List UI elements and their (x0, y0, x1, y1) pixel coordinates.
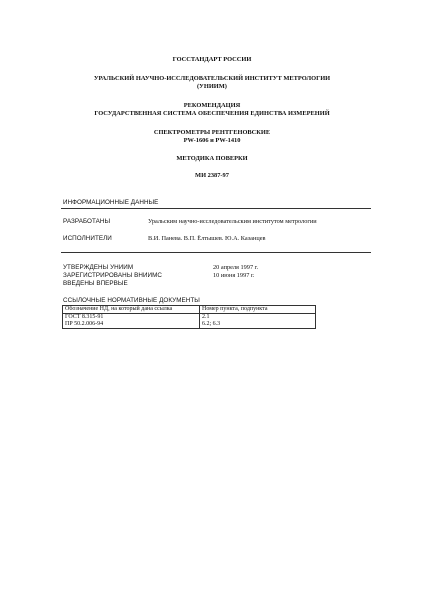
registered-date: 10 июня 1997 г. (213, 272, 255, 279)
introduced-label: ВВЕДЕНЫ ВПЕРВЫЕ (63, 280, 128, 287)
registered-label: ЗАРЕГИСТРИРОВАНЫ ВНИИМС (63, 272, 163, 279)
ref-doc-cell: ПР 50.2.006-94 (63, 321, 200, 329)
institute-name: УРАЛЬСКИЙ НАУЧНО-ИССЛЕДОВАТЕЛЬСКИЙ ИНСТИТУТ МЕТРОЛОГИИ (93, 75, 331, 82)
table-row (63, 314, 316, 322)
info-title: ИНФОРМАЦИОННЫЕ ДАННЫЕ (63, 199, 159, 206)
table-row (63, 321, 316, 329)
measurement-system: ГОСУДАРСТВЕННАЯ СИСТЕМА ОБЕСПЕЧЕНИЯ ЕДИНСТВА ИЗМЕРЕНИЙ (94, 110, 330, 117)
col-doc-header: Обозначение НД, на который дана ссылка (63, 306, 200, 314)
ref-items-cell: 6.2; 6.3 (200, 321, 316, 329)
info-divider (61, 208, 371, 209)
approval-divider (61, 252, 371, 253)
developed-value: Уральским научно-исследовательским институтом метрологии (148, 218, 317, 225)
col-items-header: Номер пункта, подпункта (200, 306, 316, 314)
institute-abbr: (УНИИМ) (197, 83, 227, 90)
ref-items-cell: 2.1 (200, 314, 316, 322)
subject-title: СПЕКТРОМЕТРЫ РЕНТГЕНОВСКИЕ (153, 129, 271, 136)
doc-type: РЕКОМЕНДАЦИЯ (183, 102, 241, 109)
approved-date: 20 апреля 1997 г. (213, 264, 259, 271)
ref-doc-cell: ГОСТ 8.315-91 (63, 314, 200, 322)
references-title: ССЫЛОЧНЫЕ НОРМАТИВНЫЕ ДОКУМЕНТЫ (63, 297, 200, 304)
doc-code: МИ 2387-97 (195, 172, 229, 179)
method-title: МЕТОДИКА ПОВЕРКИ (176, 155, 248, 162)
table-header-row (63, 306, 316, 314)
references-table (62, 305, 316, 329)
subject-models: PW-1606 и PW-1410 (183, 137, 241, 144)
performers-value: В.И. Панева. В.П. Ёлтышев. Ю.А. Казанцев (148, 235, 266, 242)
developed-label: РАЗРАБОТАНЫ (63, 218, 111, 225)
org-name: ГОССТАНДАРТ РОССИИ (172, 56, 252, 63)
approved-label: УТВЕРЖДЕНЫ УНИИМ (63, 264, 134, 271)
performers-label: ИСПОЛНИТЕЛИ (63, 235, 112, 242)
